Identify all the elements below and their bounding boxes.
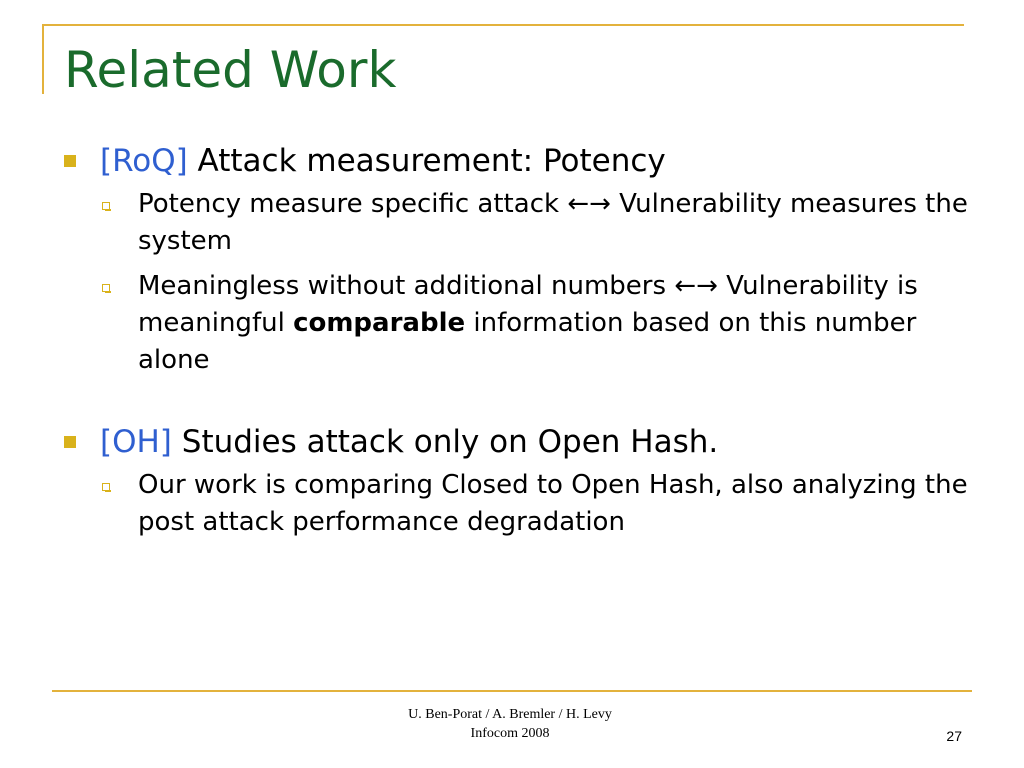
bullet-text: Studies attack only on Open Hash. (171, 424, 719, 460)
sub-bullet-text: Meaningless without additional numbers ←→ Vulnerability is meaningful (138, 271, 918, 338)
hollow-square-bullet-icon (102, 202, 110, 210)
slide-title: Related Work (64, 41, 397, 99)
sub-bullet-meaningless (100, 268, 972, 379)
frame-left-rule (42, 24, 44, 94)
sub-bullet-text: Potency measure specific attack ←→ Vulnerability measures the system (138, 189, 968, 256)
citation-tag: [RoQ] (100, 143, 188, 179)
sub-bullet-list (100, 467, 972, 541)
slide-content (62, 138, 972, 549)
hollow-square-bullet-icon (102, 483, 110, 491)
emphasis-text: comparable (293, 308, 466, 338)
frame-top-rule (42, 24, 964, 26)
sub-bullet-text-end: information based on this number alone (138, 308, 917, 375)
sub-bullet-text: Our work is comparing Closed to Open Hash, also analyzing the post attack performance degradation (138, 470, 968, 537)
square-bullet-icon (64, 155, 76, 167)
footer-rule (52, 690, 972, 692)
bullet-text: Attack measurement: Potency (187, 143, 666, 179)
square-bullet-icon (64, 436, 76, 448)
citation-tag: [OH] (100, 424, 172, 460)
footer-authors: U. Ben-Porat / A. Bremler / H. Levy (408, 707, 612, 722)
hollow-square-bullet-icon (102, 284, 110, 292)
sub-bullet-list (100, 186, 972, 379)
footer-venue: Infocom 2008 (470, 726, 550, 741)
bullet-oh (62, 419, 972, 465)
slide-number: 27 (946, 728, 962, 744)
sub-bullet-potency (100, 186, 972, 260)
footer-credits (360, 705, 660, 743)
sub-bullet-our-work (100, 467, 972, 541)
bullet-roq (62, 138, 972, 184)
